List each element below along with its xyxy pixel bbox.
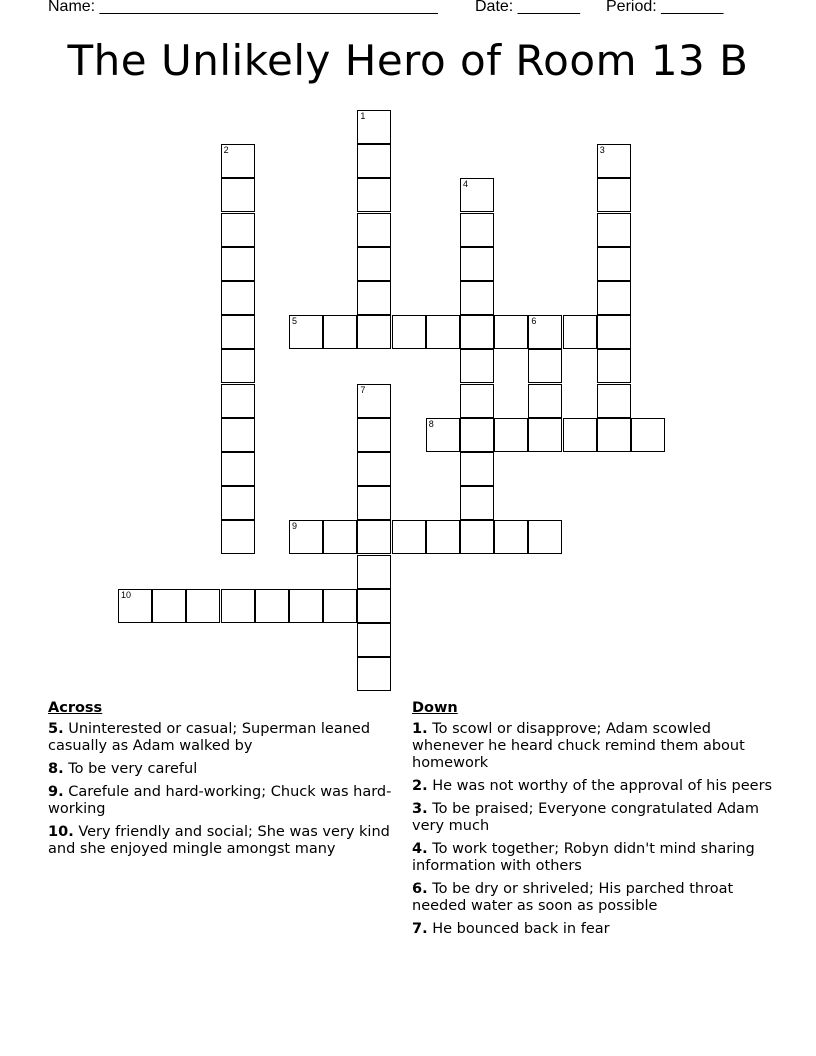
crossword-cell[interactable]	[392, 315, 426, 349]
crossword-cell[interactable]	[460, 213, 494, 247]
crossword-cell[interactable]	[289, 315, 323, 349]
crossword-cell[interactable]	[528, 384, 562, 418]
name-field[interactable]: Name: ______________________________________	[48, 0, 438, 15]
crossword-cell[interactable]	[494, 520, 528, 554]
date-field[interactable]: Date: _______	[475, 0, 580, 15]
crossword-cell[interactable]	[563, 315, 597, 349]
crossword-cell[interactable]	[357, 452, 391, 486]
clue-number-label: 5	[292, 316, 298, 327]
crossword-cell[interactable]	[152, 589, 186, 623]
crossword-cell[interactable]	[426, 520, 460, 554]
crossword-cell[interactable]	[460, 418, 494, 452]
crossword-cell[interactable]	[357, 281, 391, 315]
clue-number-label: 1	[360, 111, 366, 121]
clue-number-label: 8	[428, 418, 434, 429]
crossword-cell[interactable]	[392, 520, 426, 554]
crossword-cell[interactable]	[460, 384, 494, 418]
crossword-cell[interactable]	[597, 315, 631, 349]
crossword-cell[interactable]	[357, 623, 391, 657]
crossword-cell[interactable]	[460, 452, 494, 486]
crossword-cell[interactable]	[186, 589, 220, 623]
crossword-cell[interactable]	[597, 281, 631, 315]
clue-number-label: 2	[223, 145, 229, 156]
crossword-cell[interactable]	[597, 349, 631, 383]
crossword-cell[interactable]	[597, 384, 631, 418]
clue-across-10: 10. Very friendly and social; She was very kind and she enjoyed mingle amongst many	[48, 824, 390, 857]
crossword-cell[interactable]	[494, 418, 528, 452]
crossword-cell[interactable]	[221, 281, 255, 315]
clue-number-label: 6	[531, 316, 537, 327]
crossword-cell[interactable]	[323, 520, 357, 554]
clue-down-2: 2. He was not worthy of the approval of his peers	[412, 778, 773, 794]
clue-number-label: 7	[360, 384, 366, 395]
crossword-cell[interactable]	[221, 349, 255, 383]
clue-down-3: 3. To be praised; Everyone congratulated Adam very much	[412, 801, 760, 834]
crossword-cell[interactable]	[460, 486, 494, 520]
crossword-cell[interactable]	[221, 384, 255, 418]
crossword-cell[interactable]	[460, 315, 494, 349]
clue-across-9: 9. Carefule and hard-working; Chuck was hard-working	[48, 784, 392, 817]
down-heading: Down	[412, 700, 458, 716]
clue-down-4: 4. To work together; Robyn didn't mind sharing information with others	[412, 841, 755, 874]
crossword-cell[interactable]	[221, 178, 255, 212]
crossword-cell[interactable]	[221, 213, 255, 247]
clue-number-label: 9	[292, 521, 298, 532]
crossword-cell[interactable]	[323, 315, 357, 349]
crossword-cell[interactable]	[221, 418, 255, 452]
crossword-cell[interactable]	[221, 589, 255, 623]
crossword-cell[interactable]	[221, 247, 255, 281]
crossword-cell[interactable]	[460, 178, 494, 212]
crossword-cell[interactable]	[494, 315, 528, 349]
down-clues	[412, 700, 782, 944]
across-clues	[48, 700, 393, 864]
crossword-cell[interactable]	[255, 589, 289, 623]
across-heading: Across	[48, 700, 103, 716]
crossword-cell[interactable]	[357, 657, 391, 691]
crossword-cell[interactable]	[357, 178, 391, 212]
crossword-cell[interactable]	[357, 213, 391, 247]
crossword-cell[interactable]	[528, 520, 562, 554]
crossword-cell[interactable]	[426, 315, 460, 349]
clue-down-6: 6. To be dry or shriveled; His parched throat needed water as soon as possible	[412, 881, 734, 914]
clue-number-label: 3	[599, 145, 605, 156]
crossword-cell[interactable]	[289, 589, 323, 623]
crossword-cell[interactable]	[597, 178, 631, 212]
crossword-cell[interactable]	[460, 349, 494, 383]
crossword-cell[interactable]	[357, 486, 391, 520]
crossword-cell[interactable]	[357, 315, 391, 349]
crossword-cell[interactable]	[563, 418, 597, 452]
crossword-cell[interactable]	[357, 589, 391, 623]
clue-across-5: 5. Uninterested or casual; Superman leaned casually as Adam walked by	[48, 721, 371, 754]
crossword-cell[interactable]	[460, 281, 494, 315]
crossword-cell[interactable]	[597, 418, 631, 452]
crossword-cell[interactable]	[631, 418, 665, 452]
clue-number-label: 4	[463, 179, 469, 190]
clue-down-7: 7. He bounced back in fear	[412, 921, 610, 937]
crossword-cell[interactable]	[597, 144, 631, 178]
crossword-cell[interactable]	[597, 247, 631, 281]
clue-down-1: 1. To scowl or disapprove; Adam scowled whenever he heard chuck remind them about homework	[412, 721, 745, 771]
crossword-cell[interactable]	[357, 520, 391, 554]
crossword-cell[interactable]	[221, 144, 255, 178]
clue-number-label: 10	[121, 589, 132, 600]
crossword-cell[interactable]	[118, 589, 152, 623]
crossword-cell[interactable]	[357, 247, 391, 281]
crossword-cell[interactable]	[597, 213, 631, 247]
crossword-cell[interactable]	[528, 315, 562, 349]
crossword-cell[interactable]	[528, 349, 562, 383]
crossword-cell[interactable]	[460, 247, 494, 281]
crossword-cell[interactable]	[426, 418, 460, 452]
crossword-cell[interactable]	[221, 315, 255, 349]
crossword-cell[interactable]	[289, 520, 323, 554]
crossword-cell[interactable]	[357, 555, 391, 589]
period-field[interactable]: Period: _______	[606, 0, 724, 15]
crossword-cell[interactable]	[528, 418, 562, 452]
crossword-cell[interactable]	[357, 384, 391, 418]
page-title: The Unlikely Hero of Room 13 B	[67, 36, 749, 85]
crossword-cell[interactable]	[323, 589, 357, 623]
crossword-cell[interactable]	[221, 452, 255, 486]
crossword-cell[interactable]	[357, 144, 391, 178]
crossword-cell[interactable]	[460, 520, 494, 554]
clue-across-8: 8. To be very careful	[48, 761, 198, 777]
crossword-cell[interactable]	[221, 486, 255, 520]
crossword-cell[interactable]	[357, 418, 391, 452]
crossword-cell[interactable]	[357, 110, 391, 144]
crossword-cell[interactable]	[221, 520, 255, 554]
